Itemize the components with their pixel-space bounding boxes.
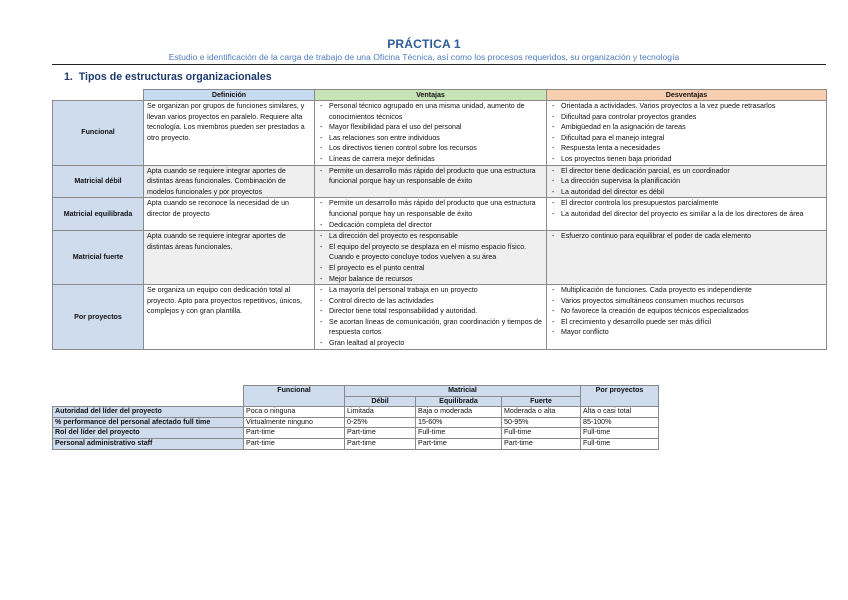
advantage-item: - Se acortan líneas de comunicación, gran coordinación y tiempos de respuesta cortos — [318, 317, 543, 338]
comparison-row — [53, 417, 659, 428]
title-divider — [52, 64, 826, 65]
document-subtitle: Estudio e identificación de la carga de trabajo de una Oficina Técnica, así como los procesos requeridos, su organización y tecnología — [168, 52, 680, 62]
comparison-cell: Baja o moderada — [416, 407, 502, 418]
comparison-cell: Full-time — [581, 438, 659, 449]
structure-definition: Apta cuando se requiere integrar aportes de distintas áreas funcionales. — [144, 231, 315, 285]
comparison-row-label: Autoridad del líder del proyecto — [53, 407, 244, 418]
advantage-item: - La dirección del proyecto es responsable — [318, 231, 543, 242]
comparison-cell: Part-time — [345, 428, 416, 439]
table-row — [53, 285, 827, 350]
comparison-header-row-1 — [53, 386, 659, 397]
comparison-cell: 15-60% — [416, 417, 502, 428]
table-header-row — [53, 90, 827, 101]
advantages-cell — [315, 231, 547, 285]
advantage-item: - Permite un desarrollo más rápido del producto que una estructura funcional porque hay un responsable de éxito — [318, 166, 543, 187]
advantage-item: - Dedicación completa del director — [318, 220, 543, 231]
comparison-cell: Limitada — [345, 407, 416, 418]
disadvantage-item: - La autoridad del director del proyecto es similar a la de los directores de área — [550, 209, 823, 220]
header-por-proyectos: Por proyectos — [581, 386, 659, 407]
advantages-list — [318, 198, 543, 230]
disadvantages-cell — [547, 198, 827, 231]
advantages-list — [318, 166, 543, 187]
disadvantage-item: - Mayor conflicto — [550, 327, 823, 338]
comparison-row-label: Rol del líder del proyecto — [53, 428, 244, 439]
structure-type: Por proyectos — [53, 285, 144, 350]
section-title: Tipos de estructuras organizacionales — [78, 71, 272, 83]
disadvantages-cell — [547, 101, 827, 166]
disadvantages-list — [550, 285, 823, 338]
advantage-item: - Las relaciones son entre individuos — [318, 133, 543, 144]
header-fuerte: Fuerte — [502, 396, 581, 407]
disadvantages-cell — [547, 165, 827, 198]
comparison-corner-2 — [53, 396, 244, 407]
disadvantage-item: - Respuesta lenta a necesidades — [550, 143, 823, 154]
structure-type: Matricial equilibrada — [53, 198, 144, 231]
advantages-list — [318, 285, 543, 349]
advantage-item: - Director tiene total responsabilidad y autoridad. — [318, 306, 543, 317]
disadvantages-list — [550, 101, 823, 165]
comparison-row-label: % performance del personal afectado full time — [53, 417, 244, 428]
table-row — [53, 165, 827, 198]
section-number: 1. — [64, 71, 73, 83]
document-title: PRÁCTICA 1 — [387, 37, 461, 51]
advantage-item: - El proyecto es el punto central — [318, 263, 543, 274]
comparison-cell: Part-time — [244, 438, 345, 449]
advantages-cell — [315, 285, 547, 350]
comparison-cell: Virtualmente ninguno — [244, 417, 345, 428]
header-debil: Débil — [345, 396, 416, 407]
disadvantages-list — [550, 166, 823, 198]
advantage-item: - Permite un desarrollo más rápido del producto que una estructura funcional porque hay un responsable de éxito — [318, 198, 543, 219]
disadvantage-item: - Orientada a actividades. Varios proyectos a la vez puede retrasarlos — [550, 101, 823, 112]
header-matricial: Matricial — [345, 386, 581, 397]
comparison-row — [53, 428, 659, 439]
comparison-cell: Part-time — [345, 438, 416, 449]
disadvantage-item: - Dificultad para controlar proyectos grandes — [550, 112, 823, 123]
disadvantages-cell — [547, 285, 827, 350]
comparison-cell: Poca o ninguna — [244, 407, 345, 418]
advantage-item: - Líneas de carrera mejor definidas — [318, 154, 543, 165]
comparison-table — [52, 385, 659, 450]
comparison-cell: Part-time — [244, 428, 345, 439]
comparison-cell: 0-25% — [345, 417, 416, 428]
disadvantage-item: - Dificultad para el manejo integral — [550, 133, 823, 144]
structure-definition: Apta cuando se requiere integrar aportes de distintas áreas funcionales. Combinación de modelos funcionales y por proyectos — [144, 165, 315, 198]
structure-type: Matricial fuerte — [53, 231, 144, 285]
comparison-header-row-2 — [53, 396, 659, 407]
advantage-item: - El equipo del proyecto se desplaza en el mismo espacio físico. Cuando e proyecto concluye todos vuelven a su área — [318, 242, 543, 263]
header-corner — [53, 90, 144, 101]
comparison-row — [53, 407, 659, 418]
section-heading — [64, 71, 272, 83]
disadvantage-item: - Multiplicación de funciones. Cada proyecto es independiente — [550, 285, 823, 296]
advantages-list — [318, 231, 543, 284]
comparison-cell: 50-95% — [502, 417, 581, 428]
advantages-cell — [315, 198, 547, 231]
structure-definition: Se organiza un equipo con dedicación total al proyecto. Apto para proyectos repetitivos, únicos, complejos y con gran plantilla. — [144, 285, 315, 350]
disadvantage-item: - Los proyectos tienen baja prioridad — [550, 154, 823, 165]
structure-definition: Apta cuando se reconoce la necesidad de un director de proyecto — [144, 198, 315, 231]
comparison-cell: Part-time — [502, 438, 581, 449]
comparison-cell: Moderada o alta — [502, 407, 581, 418]
structure-definition: Se organizan por grupos de funciones similares, y llevan varios proyectos en paralelo. Requiere alta tecnología. Los miembros pueden ser prestados a otro proyecto. — [144, 101, 315, 166]
disadvantage-item: - El director controla los presupuestos parcialmente — [550, 198, 823, 209]
advantage-item: - Control directo de las actividades — [318, 296, 543, 307]
table-row — [53, 198, 827, 231]
comparison-cell: Full-time — [502, 428, 581, 439]
comparison-cell: 85-100% — [581, 417, 659, 428]
header-definition: Definición — [144, 90, 315, 101]
disadvantage-item: - Esfuerzo continuo para equilibrar el poder de cada elemento — [550, 231, 823, 242]
header-equilibrada: Equilibrada — [416, 396, 502, 407]
header-funcional: Funcional — [244, 386, 345, 407]
advantages-cell — [315, 101, 547, 166]
advantage-item: - Mayor flexibilidad para el uso del personal — [318, 122, 543, 133]
advantage-item: - Personal técnico agrupado en una misma unidad, aumento de conocimientos técnicos — [318, 101, 543, 122]
disadvantage-item: - Varios proyectos simultáneos consumen muchos recursos — [550, 296, 823, 307]
table-row — [53, 101, 827, 166]
comparison-row-label: Personal administrativo staff — [53, 438, 244, 449]
comparison-cell: Part-time — [416, 438, 502, 449]
advantage-item: - Mejor balance de recursos — [318, 274, 543, 285]
structure-type: Funcional — [53, 101, 144, 166]
comparison-cell: Alta o casi total — [581, 407, 659, 418]
disadvantage-item: - El director tiene dedicación parcial, es un coordinador — [550, 166, 823, 177]
comparison-corner — [53, 386, 244, 397]
disadvantage-item: - La dirección supervisa la planificación — [550, 176, 823, 187]
advantage-item: - Los directivos tienen control sobre los recursos — [318, 143, 543, 154]
comparison-row — [53, 438, 659, 449]
comparison-cell: Full-time — [416, 428, 502, 439]
disadvantage-item: - No favorece la creación de equipos técnicos especializados — [550, 306, 823, 317]
comparison-cell: Full-time — [581, 428, 659, 439]
disadvantages-cell — [547, 231, 827, 285]
header-advantages: Ventajas — [315, 90, 547, 101]
structure-type: Matricial débil — [53, 165, 144, 198]
organizational-structures-table — [52, 89, 827, 350]
table-row — [53, 231, 827, 285]
disadvantage-item: - El crecimiento y desarrollo puede ser más difícil — [550, 317, 823, 328]
disadvantages-list — [550, 231, 823, 242]
disadvantage-item: - La autoridad del director es débil — [550, 187, 823, 198]
disadvantages-list — [550, 198, 823, 219]
header-disadvantages: Desventajas — [547, 90, 827, 101]
advantages-cell — [315, 165, 547, 198]
advantage-item: - Gran lealtad al proyecto — [318, 338, 543, 349]
disadvantage-item: - Ambigüedad en la asignación de tareas — [550, 122, 823, 133]
advantages-list — [318, 101, 543, 165]
advantage-item: - La mayoría del personal trabaja en un proyecto — [318, 285, 543, 296]
